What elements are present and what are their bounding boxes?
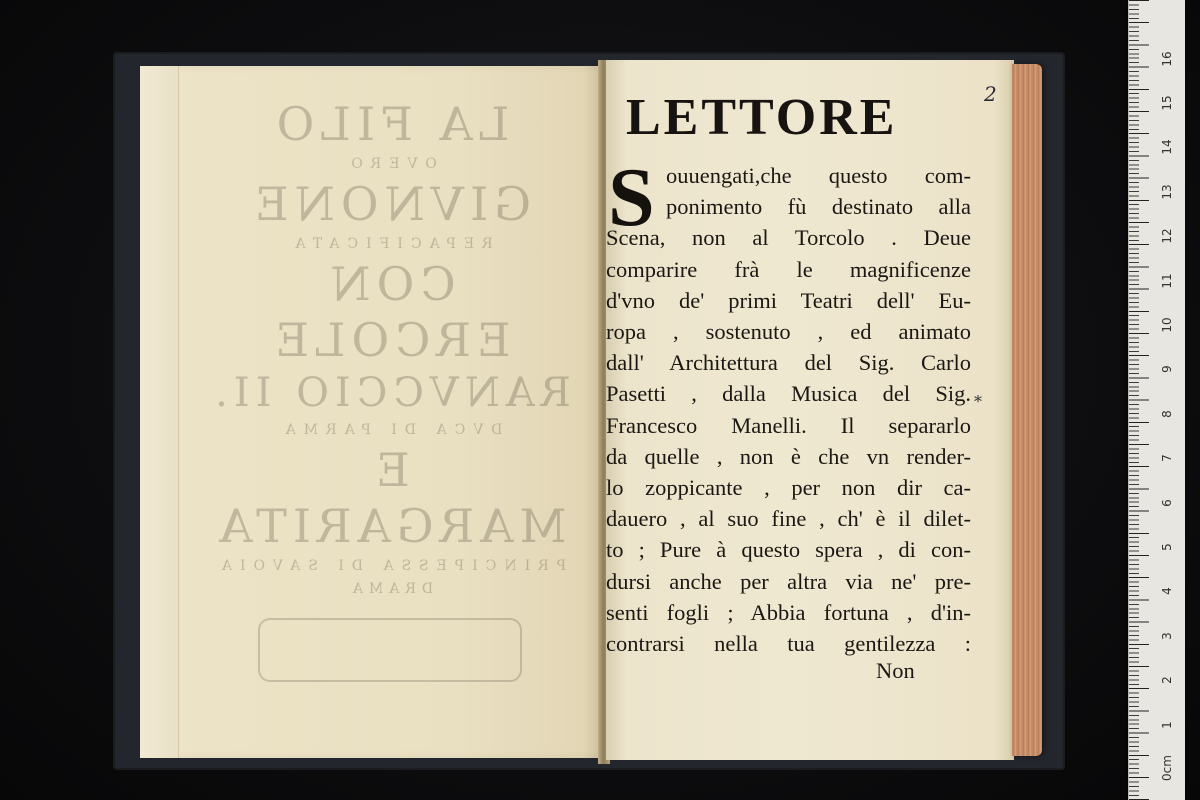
text-line: senti fogli ; Abbia fortuna , d'in- bbox=[606, 599, 971, 625]
text-line: d'vno de' primi Teatri dell' Eu- bbox=[606, 287, 971, 313]
text-line: contrarsi nella tua gentilezza : bbox=[606, 631, 971, 657]
drop-cap: S bbox=[608, 151, 655, 244]
text-line: Scena, non al Torcolo . Deue bbox=[606, 225, 971, 251]
page-heading: LETTORE bbox=[626, 89, 898, 146]
ruler-number: 12 bbox=[1160, 228, 1174, 244]
ruler-number: 10 bbox=[1160, 317, 1174, 333]
text-line: Francesco Manelli. Il separarlo bbox=[606, 412, 971, 438]
ruler-number: 9 bbox=[1160, 365, 1174, 374]
scale-ruler bbox=[1128, 0, 1185, 800]
ruler-number: 13 bbox=[1160, 184, 1174, 200]
ruler-number: 6 bbox=[1160, 498, 1174, 507]
ruler-number: 15 bbox=[1160, 95, 1174, 111]
ruler-numbers bbox=[1155, 0, 1179, 800]
ruler-number: 3 bbox=[1160, 631, 1174, 640]
right-page-recto bbox=[606, 60, 1014, 760]
body-text bbox=[606, 160, 971, 659]
text-line: Pasetti , dalla Musica del Sig. bbox=[606, 381, 971, 407]
ruler-number: 8 bbox=[1160, 409, 1174, 418]
margin-mark: * bbox=[974, 392, 982, 411]
show-through-title-page: LA FILO OVERO GIVNONE REPACIFICATA CON ERCOLE RANVCCIO II. DVCA DI PARMA E MARGARITA PRINCIPESSA DI SAVOIA DRAMA bbox=[200, 96, 580, 682]
text-line: da quelle , non è che vn render- bbox=[606, 443, 971, 469]
catchword: Non bbox=[876, 658, 915, 683]
ruler-number: 2 bbox=[1160, 676, 1174, 685]
folio-number: 2 bbox=[984, 82, 997, 106]
text-line: ropa , sostenuto , ed animato bbox=[606, 319, 971, 345]
ruler-number: 4 bbox=[1160, 587, 1174, 596]
text-line: ouuengati,che questo com- bbox=[666, 163, 971, 188]
text-line: dauero , al suo fine , ch' è il dilet- bbox=[606, 506, 971, 532]
ruler-number: 5 bbox=[1160, 543, 1174, 551]
ruler-number: 16 bbox=[1160, 50, 1174, 67]
page-block-edges bbox=[1012, 64, 1042, 756]
ruler-number: 11 bbox=[1160, 272, 1174, 289]
ruler-major-ticks bbox=[1129, 0, 1149, 800]
left-page-verso bbox=[140, 66, 602, 758]
text-line: ponimento fù destinato alla bbox=[666, 194, 971, 220]
text-line: comparire frà le magnificenze bbox=[606, 256, 971, 282]
ruler-number: 14 bbox=[1160, 139, 1174, 156]
text-line: dall' Architettura del Sig. Carlo bbox=[606, 350, 971, 376]
text-line: dursi anche per altra via ne' pre- bbox=[606, 568, 971, 594]
flyleaf-edge bbox=[140, 66, 179, 758]
text-line: lo zoppicante , per non dir ca- bbox=[606, 475, 971, 501]
text-line: to ; Pure à questo spera , di con- bbox=[606, 537, 971, 563]
ruler-unit-label: 0cm bbox=[1160, 755, 1174, 781]
ruler-number: 7 bbox=[1160, 454, 1174, 463]
open-book bbox=[140, 56, 1052, 768]
ruler-number: 1 bbox=[1160, 720, 1174, 729]
